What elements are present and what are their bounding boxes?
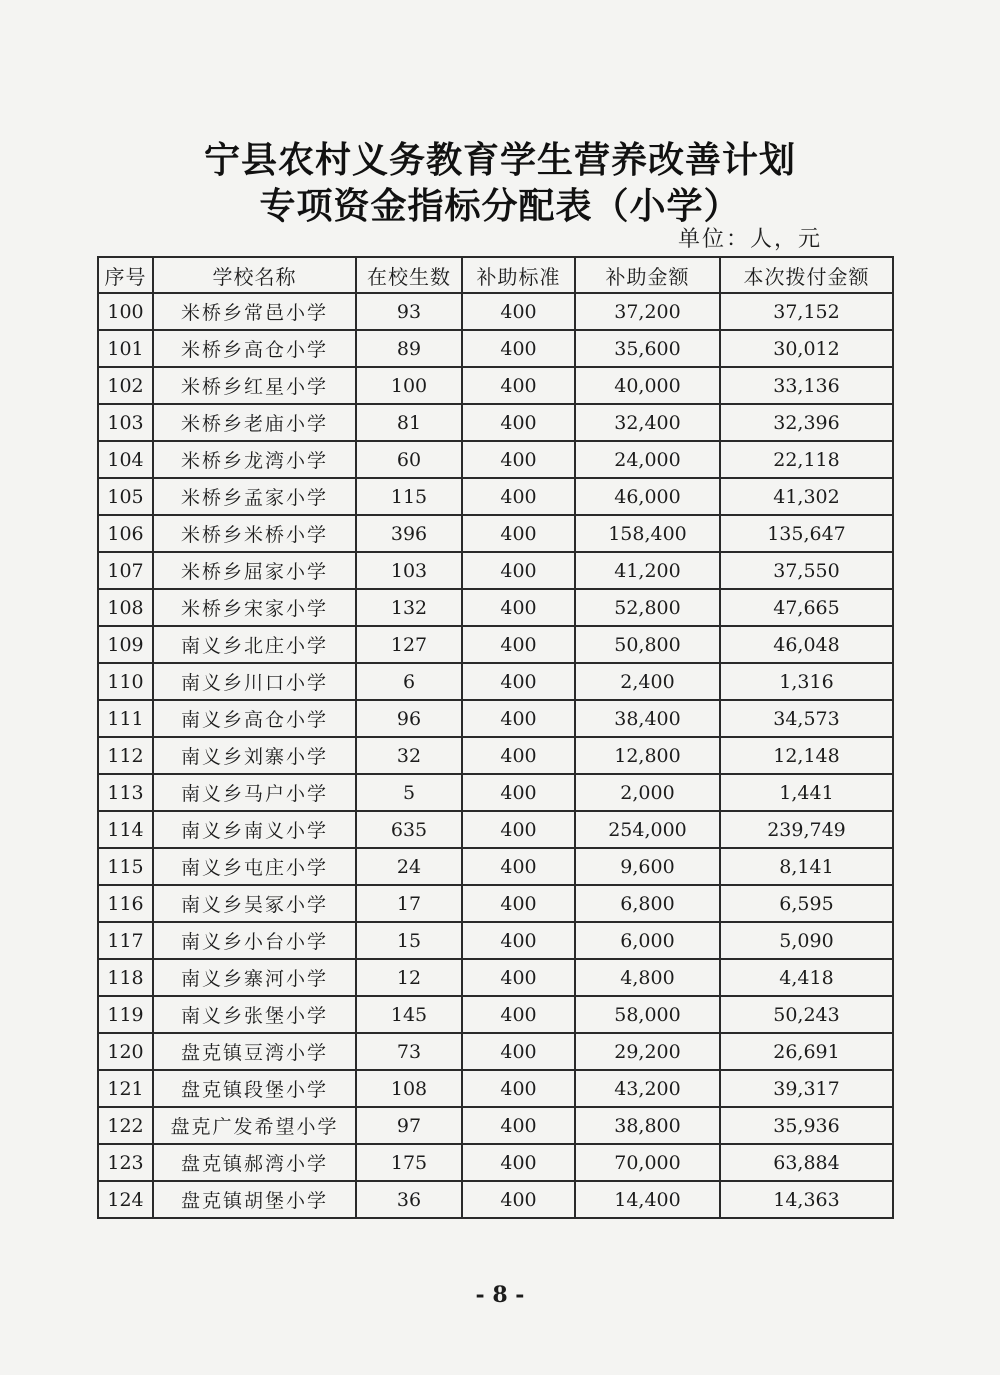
cell-school-name: 盘克镇豆湾小学 [153,1033,356,1070]
cell-subsidy-standard: 400 [462,848,575,885]
page-number: - 8 - [475,1282,525,1308]
cell-index: 121 [98,1070,153,1107]
cell-subsidy-standard: 400 [462,1033,575,1070]
cell-disbursement-amount: 30,012 [720,330,893,367]
table-row [98,663,893,700]
cell-subsidy-amount: 2,000 [575,774,720,811]
table-row [98,885,893,922]
cell-disbursement-amount: 41,302 [720,478,893,515]
cell-school-name: 盘克镇郝湾小学 [153,1144,356,1181]
cell-school-name: 盘克镇段堡小学 [153,1070,356,1107]
table-row [98,737,893,774]
cell-school-name: 南义乡北庄小学 [153,626,356,663]
cell-index: 113 [98,774,153,811]
table-row [98,441,893,478]
cell-enrollment: 396 [356,515,462,552]
cell-index: 102 [98,367,153,404]
table-row [98,1070,893,1107]
cell-school-name: 南义乡小台小学 [153,922,356,959]
cell-school-name: 南义乡高仓小学 [153,700,356,737]
cell-disbursement-amount: 47,665 [720,589,893,626]
cell-subsidy-standard: 400 [462,959,575,996]
cell-enrollment: 108 [356,1070,462,1107]
cell-enrollment: 93 [356,293,462,330]
cell-disbursement-amount: 5,090 [720,922,893,959]
cell-subsidy-standard: 400 [462,293,575,330]
cell-school-name: 盘克镇胡堡小学 [153,1181,356,1218]
table-row [98,367,893,404]
cell-disbursement-amount: 8,141 [720,848,893,885]
cell-index: 109 [98,626,153,663]
cell-enrollment: 145 [356,996,462,1033]
cell-disbursement-amount: 22,118 [720,441,893,478]
table-row [98,404,893,441]
cell-disbursement-amount: 1,316 [720,663,893,700]
cell-index: 100 [98,293,153,330]
cell-subsidy-amount: 37,200 [575,293,720,330]
cell-subsidy-standard: 400 [462,700,575,737]
cell-index: 112 [98,737,153,774]
cell-disbursement-amount: 12,148 [720,737,893,774]
cell-school-name: 米桥乡孟家小学 [153,478,356,515]
table-row [98,848,893,885]
cell-subsidy-amount: 58,000 [575,996,720,1033]
cell-enrollment: 24 [356,848,462,885]
cell-subsidy-amount: 32,400 [575,404,720,441]
cell-index: 116 [98,885,153,922]
cell-subsidy-standard: 400 [462,1107,575,1144]
cell-disbursement-amount: 4,418 [720,959,893,996]
cell-subsidy-standard: 400 [462,1070,575,1107]
cell-enrollment: 17 [356,885,462,922]
table-row [98,922,893,959]
table-header-row [98,257,893,293]
cell-index: 114 [98,811,153,848]
cell-subsidy-standard: 400 [462,515,575,552]
cell-enrollment: 127 [356,626,462,663]
cell-index: 123 [98,1144,153,1181]
cell-subsidy-amount: 38,800 [575,1107,720,1144]
cell-index: 108 [98,589,153,626]
document-title-line2: 专项资金指标分配表（小学） [259,186,741,227]
cell-subsidy-standard: 400 [462,626,575,663]
cell-disbursement-amount: 239,749 [720,811,893,848]
cell-disbursement-amount: 26,691 [720,1033,893,1070]
table-row [98,515,893,552]
cell-index: 106 [98,515,153,552]
table-row [98,1144,893,1181]
cell-enrollment: 73 [356,1033,462,1070]
cell-index: 120 [98,1033,153,1070]
cell-disbursement-amount: 50,243 [720,996,893,1033]
table-row [98,552,893,589]
cell-enrollment: 5 [356,774,462,811]
header-school-name: 学校名称 [153,257,356,293]
cell-school-name: 米桥乡宋家小学 [153,589,356,626]
cell-subsidy-amount: 6,000 [575,922,720,959]
cell-subsidy-amount: 46,000 [575,478,720,515]
header-subsidy-standard: 补助标准 [462,257,575,293]
allocation-table [97,256,894,1219]
table-row [98,700,893,737]
cell-disbursement-amount: 39,317 [720,1070,893,1107]
table-row [98,478,893,515]
cell-enrollment: 97 [356,1107,462,1144]
header-enrollment: 在校生数 [356,257,462,293]
cell-enrollment: 12 [356,959,462,996]
cell-enrollment: 89 [356,330,462,367]
cell-enrollment: 100 [356,367,462,404]
cell-school-name: 南义乡南义小学 [153,811,356,848]
table-row [98,293,893,330]
cell-disbursement-amount: 33,136 [720,367,893,404]
cell-index: 119 [98,996,153,1033]
cell-enrollment: 36 [356,1181,462,1218]
cell-school-name: 米桥乡老庙小学 [153,404,356,441]
cell-enrollment: 81 [356,404,462,441]
table-row [98,811,893,848]
cell-subsidy-amount: 50,800 [575,626,720,663]
cell-enrollment: 60 [356,441,462,478]
cell-school-name: 南义乡马户小学 [153,774,356,811]
cell-subsidy-amount: 12,800 [575,737,720,774]
cell-subsidy-amount: 38,400 [575,700,720,737]
cell-disbursement-amount: 6,595 [720,885,893,922]
cell-index: 101 [98,330,153,367]
cell-subsidy-standard: 400 [462,1181,575,1218]
cell-index: 110 [98,663,153,700]
cell-subsidy-amount: 24,000 [575,441,720,478]
cell-subsidy-amount: 52,800 [575,589,720,626]
cell-enrollment: 6 [356,663,462,700]
cell-disbursement-amount: 14,363 [720,1181,893,1218]
table-body [98,293,893,1218]
cell-subsidy-amount: 9,600 [575,848,720,885]
cell-school-name: 米桥乡高仓小学 [153,330,356,367]
cell-subsidy-standard: 400 [462,996,575,1033]
cell-subsidy-standard: 400 [462,478,575,515]
cell-subsidy-amount: 29,200 [575,1033,720,1070]
cell-index: 105 [98,478,153,515]
cell-index: 111 [98,700,153,737]
cell-school-name: 米桥乡米桥小学 [153,515,356,552]
cell-subsidy-amount: 43,200 [575,1070,720,1107]
cell-disbursement-amount: 37,550 [720,552,893,589]
table-row [98,774,893,811]
document-title-line1: 宁县农村义务教育学生营养改善计划 [203,140,796,181]
cell-enrollment: 115 [356,478,462,515]
cell-subsidy-amount: 14,400 [575,1181,720,1218]
cell-subsidy-amount: 70,000 [575,1144,720,1181]
cell-subsidy-standard: 400 [462,1144,575,1181]
cell-school-name: 盘克广发希望小学 [153,1107,356,1144]
table-row [98,1107,893,1144]
header-subsidy-amount: 补助金额 [575,257,720,293]
cell-school-name: 米桥乡龙湾小学 [153,441,356,478]
cell-school-name: 南义乡屯庄小学 [153,848,356,885]
cell-subsidy-standard: 400 [462,663,575,700]
table-row [98,330,893,367]
cell-disbursement-amount: 32,396 [720,404,893,441]
cell-school-name: 南义乡吴冢小学 [153,885,356,922]
header-index: 序号 [98,257,153,293]
cell-subsidy-amount: 158,400 [575,515,720,552]
cell-school-name: 米桥乡常邑小学 [153,293,356,330]
cell-index: 115 [98,848,153,885]
cell-subsidy-amount: 4,800 [575,959,720,996]
table-row [98,1033,893,1070]
cell-disbursement-amount: 34,573 [720,700,893,737]
cell-subsidy-standard: 400 [462,552,575,589]
cell-enrollment: 96 [356,700,462,737]
cell-subsidy-standard: 400 [462,885,575,922]
cell-subsidy-standard: 400 [462,404,575,441]
cell-index: 107 [98,552,153,589]
table-row [98,589,893,626]
table-row [98,996,893,1033]
cell-school-name: 米桥乡红星小学 [153,367,356,404]
cell-disbursement-amount: 35,936 [720,1107,893,1144]
table-row [98,959,893,996]
cell-disbursement-amount: 1,441 [720,774,893,811]
cell-school-name: 米桥乡屈家小学 [153,552,356,589]
cell-school-name: 南义乡川口小学 [153,663,356,700]
cell-index: 118 [98,959,153,996]
cell-enrollment: 175 [356,1144,462,1181]
cell-subsidy-standard: 400 [462,811,575,848]
cell-index: 103 [98,404,153,441]
table-row [98,626,893,663]
cell-enrollment: 132 [356,589,462,626]
cell-school-name: 南义乡张堡小学 [153,996,356,1033]
cell-subsidy-standard: 400 [462,922,575,959]
cell-enrollment: 15 [356,922,462,959]
cell-subsidy-standard: 400 [462,367,575,404]
cell-subsidy-amount: 40,000 [575,367,720,404]
cell-subsidy-amount: 254,000 [575,811,720,848]
cell-disbursement-amount: 37,152 [720,293,893,330]
cell-subsidy-amount: 6,800 [575,885,720,922]
cell-subsidy-standard: 400 [462,774,575,811]
cell-enrollment: 103 [356,552,462,589]
header-disbursement-amount: 本次拨付金额 [720,257,893,293]
cell-index: 104 [98,441,153,478]
cell-disbursement-amount: 135,647 [720,515,893,552]
cell-disbursement-amount: 46,048 [720,626,893,663]
cell-enrollment: 32 [356,737,462,774]
table-row [98,1181,893,1218]
cell-index: 117 [98,922,153,959]
cell-subsidy-amount: 41,200 [575,552,720,589]
cell-subsidy-amount: 2,400 [575,663,720,700]
unit-label: 单位：人，元 [677,227,822,252]
cell-subsidy-standard: 400 [462,737,575,774]
cell-subsidy-standard: 400 [462,441,575,478]
cell-school-name: 南义乡寨河小学 [153,959,356,996]
cell-index: 122 [98,1107,153,1144]
cell-subsidy-amount: 35,600 [575,330,720,367]
cell-enrollment: 635 [356,811,462,848]
cell-subsidy-standard: 400 [462,330,575,367]
cell-school-name: 南义乡刘寨小学 [153,737,356,774]
cell-index: 124 [98,1181,153,1218]
cell-subsidy-standard: 400 [462,589,575,626]
cell-disbursement-amount: 63,884 [720,1144,893,1181]
